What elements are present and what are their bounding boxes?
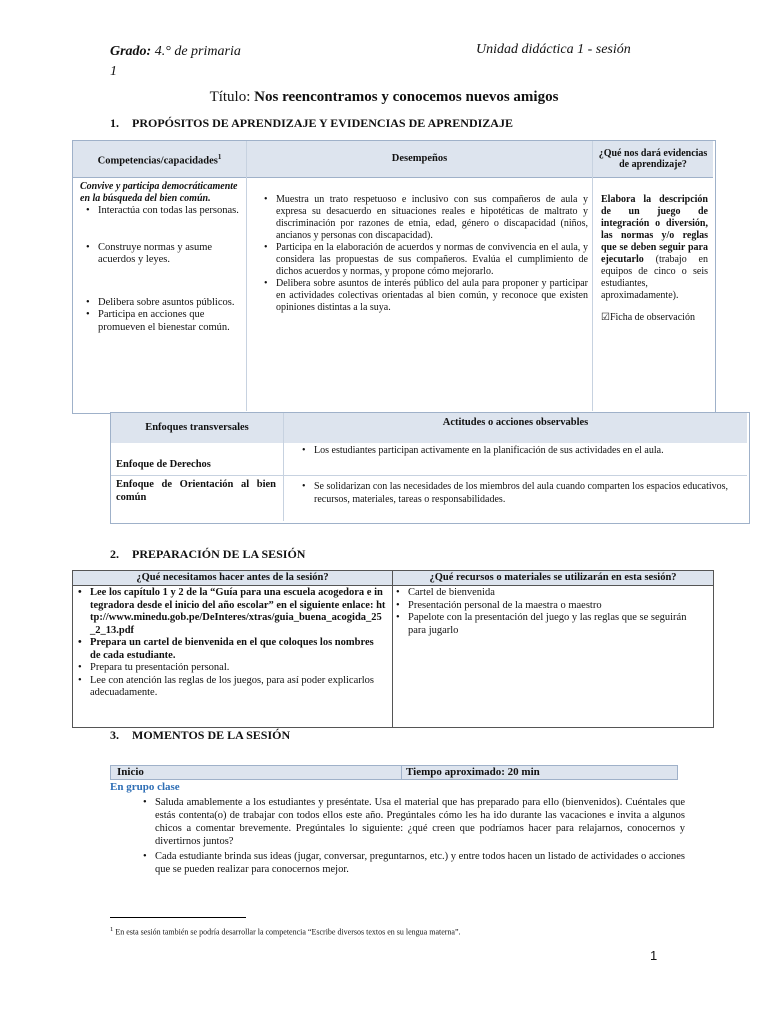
divider [592,141,593,411]
divider [392,571,393,727]
antes-item: • Lee con atención las reglas de los juegos, para así poder explicarlos adecuadamente. [90,675,386,700]
recurso-item: • Papelote con la presentación del juego y las reglas que se seguirán para jugarlo [408,612,688,637]
footnote-text: En esta sesión también se podría desarrollar la competencia “Escribe diversos textos en su lengua materna”. [115,927,461,937]
section1-heading [110,116,513,131]
competencia-title: Convive y participa democráticamente en la búsqueda del bien común. [80,181,238,204]
col-enfoques-header: Enfoques transversales [111,413,283,443]
grade-header [110,42,270,82]
recursos-cell [398,587,688,637]
divider [283,413,284,521]
section3-number: 3. [110,728,119,742]
section3-title: MOMENTOS DE LA SESIÓN [132,728,291,742]
capacidad-item: • Construye normas y asume acuerdos y leyes. [98,242,240,267]
section3-heading [110,728,290,743]
evidencia-bold: Elabora la descripción de un juego de integración o diversión, las normas y/o reglas que se deben seguir para ejecutarlo [601,194,708,265]
tiempo-label: Tiempo aproximado: 20 min [406,766,540,778]
col-competencias-header [73,141,246,177]
instrumento-text: Ficha de observación [609,312,695,323]
section2-heading [110,547,305,562]
recurso-item: • Presentación personal de la maestra o maestro [408,600,688,613]
grade-value: 4.° de primaria [151,44,241,59]
col-antes-header: ¿Qué necesitamos hacer antes de la sesión? [73,571,392,585]
divider [73,585,713,586]
enfoque-bien-comun: Enfoque de Orientación al bien común [116,479,276,503]
antes-cell [80,587,386,700]
col-evidencias-header: ¿Qué nos dará evidencias de aprendizaje? [593,141,713,177]
divider [246,141,247,411]
antes-item: • Prepara tu presentación personal. [90,662,386,675]
footnote-mark: 1 [110,926,114,933]
divider [111,475,747,476]
title-text: Nos reencontramos y conocemos nuevos amigos [254,89,559,105]
desempeno-item: • Participa en la elaboración de acuerdos y normas de convivencia en el aula, y considera las propuestas de sus compañeros. Evalúa el cumplimiento de dichos acuerdos y normas, y propone cómo mejorarlo. [276,242,588,278]
enfoque-derechos: Enfoque de Derechos [116,459,211,470]
title-label: Título: [209,89,251,105]
section1-number: 1. [110,116,119,130]
inicio-list [155,796,685,876]
footnote-ref: 1 [217,152,222,161]
col-competencias-label: Competencias/capacidades [97,155,218,166]
actitud-row [294,445,742,458]
desempeno-item: • Delibera sobre asuntos de interés público del aula para proponer y participar en actividades colectivas orientadas al bien común, y reconoce que existen opiniones distintas a la suya. [276,278,588,314]
capacidad-item: • Participa en acciones que promueven el bienestar común. [98,309,240,334]
unit-header: Unidad didáctica 1 - sesión [476,42,631,57]
actitud-item: • Se solidarizan con las necesidades de los miembros del aula cuando comparten los espacios educativos, recursos, materiales, tareas o responsabilidades. [314,481,742,506]
antes-item: • Lee los capítulo 1 y 2 de la “Guía para una escuela acogedora e integradora desde el inicio del año escolar” en el siguiente enlace: http://www.minedu.gob.pe/DeInteres/xtras/guia_buena_acogida_25_2_13.pdf [90,587,386,637]
grade-label: Grado: [110,44,152,59]
inicio-label: Inicio [117,766,144,778]
inicio-bar [110,765,678,780]
capacidad-item: • Interactúa con todas las personas. [98,205,240,218]
grupo-clase-heading: En grupo clase [110,781,180,793]
section1-title: PROPÓSITOS DE APRENDIZAJE Y EVIDENCIAS DE APRENDIZAJE [132,116,513,130]
desempenos-cell [256,194,588,314]
recurso-item: • Cartel de bienvenida [408,587,688,600]
evidencia-normal: (trabajo en equipos de cinco o seis estudiantes, aproximadamente). [601,254,708,301]
footnote-separator [110,917,246,918]
col-actitudes-header: Actitudes o acciones observables [284,413,747,443]
actitud-row [294,481,742,506]
section2-number: 2. [110,547,119,561]
competencia-cell [80,181,240,334]
page-title [0,89,768,106]
col-recursos-header: ¿Qué recursos o materiales se utilizarán en esta sesión? [393,571,713,585]
divider [73,177,713,178]
col-desempenos-header: Desempeños [247,141,592,177]
inicio-item: • Saluda amablemente a los estudiantes y preséntate. Usa el material que has preparado para ello (bienvenidos). Cuéntales que estás contenta(o) de trabajar con todos ellos este año. Pregúntales cómo les ha ido durante las vacaciones e invita a algunos chicos a comentar brevemente. Pregúntales lo siguiente: ¿qué creen que podríamos hacer para relajarnos, conocernos y divertirnos juntos? [155,796,685,848]
unit-line2: 1 [110,64,117,79]
capacidad-item: • Delibera sobre asuntos públicos. [98,297,240,310]
inicio-item: • Cada estudiante brinda sus ideas (jugar, conversar, preguntarnos, etc.) y entre todos hacen un listado de actividades o acciones que se pueden realizar para conocernos mejor. [155,850,685,876]
antes-item: • Prepara un cartel de bienvenida en el que coloques los nombres de cada estudiante. [90,637,386,662]
actitud-item: • Los estudiantes participan activamente en la planificación de sus actividades en el aula. [314,445,742,458]
desempeno-item: • Muestra un trato respetuoso e inclusivo con sus compañeros de aula y expresa su desacuerdo en situaciones reales e hipotéticas de maltrato y discriminación por razones de etnia, edad, género o discapacidad (niños, ancianos y personas con discapacidad). [276,194,588,242]
checkbox-icon: ☑ [601,312,610,323]
section2-title: PREPARACIÓN DE LA SESIÓN [132,547,306,561]
instrumento [601,312,708,324]
evidencias-cell [601,194,708,324]
page-number: 1 [650,948,658,963]
divider [401,765,402,780]
footnote [110,926,461,937]
